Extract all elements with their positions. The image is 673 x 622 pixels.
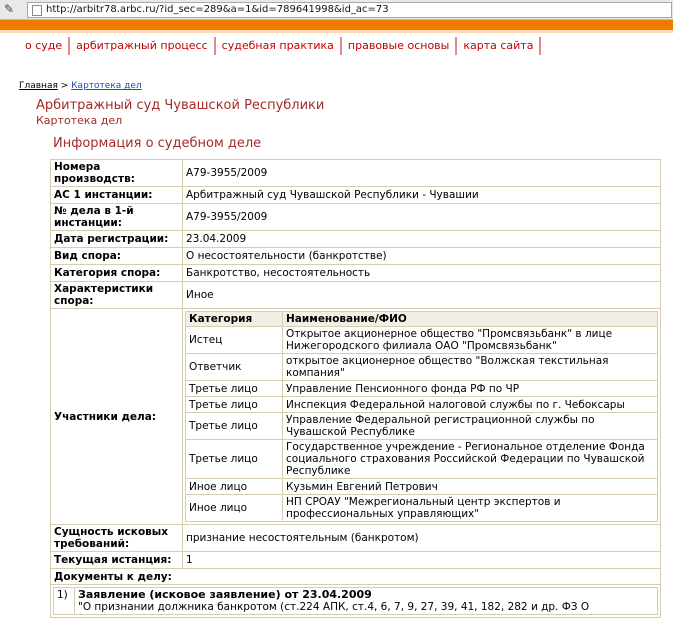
field-value: О несостоятельности (банкротстве) — [183, 248, 661, 265]
table-row — [51, 187, 661, 204]
table-row — [51, 525, 661, 552]
participant-row — [186, 495, 658, 522]
participant-name: Управление Пенсионного фонда РФ по ЧР — [283, 381, 658, 397]
table-row — [51, 309, 661, 525]
nav-about[interactable]: о суде — [0, 37, 70, 55]
field-label: Характеристики спора: — [51, 282, 183, 309]
field-value: Арбитражный суд Чувашской Республики - Чувашии — [183, 187, 661, 204]
breadcrumb — [19, 81, 142, 91]
field-label: Вид спора: — [51, 248, 183, 265]
participant-name: открытое акционерное общество "Волжская текстильная компания" — [283, 354, 658, 381]
participant-row — [186, 440, 658, 479]
instance-label: Текущая истанция: — [51, 552, 183, 569]
top-nav — [0, 37, 541, 55]
field-label: АС 1 инстанции: — [51, 187, 183, 204]
table-row — [51, 204, 661, 231]
header-strip-light — [0, 30, 673, 33]
participant-row — [186, 327, 658, 354]
participant-name: Управление Федеральной регистрационной службы по Чувашской Республике — [283, 413, 658, 440]
field-label: Категория спора: — [51, 265, 183, 282]
participant-name: Кузьмин Евгений Петрович — [283, 479, 658, 495]
field-label: Дата регистрации: — [51, 231, 183, 248]
nav-practice[interactable]: судебная практика — [216, 37, 342, 55]
participant-row — [186, 479, 658, 495]
table-row — [51, 265, 661, 282]
claims-value: признание несостоятельным (банкротом) — [183, 525, 661, 552]
table-row — [51, 248, 661, 265]
nav-sitemap[interactable]: карта сайта — [457, 37, 541, 55]
documents-cell — [51, 585, 661, 618]
participant-category: Ответчик — [186, 354, 283, 381]
table-row — [51, 552, 661, 569]
participant-row — [186, 397, 658, 413]
participant-category: Иное лицо — [186, 479, 283, 495]
participant-category: Третье лицо — [186, 413, 283, 440]
documents-table — [53, 587, 658, 615]
document-row — [51, 585, 661, 618]
table-row — [51, 231, 661, 248]
participants-cell — [183, 309, 661, 525]
document-text: "О признании должника банкротом (ст.224 АПК, ст.4, 6, 7, 9, 27, 39, 41, 182, 282 и др. ФЗ О — [78, 601, 590, 613]
participant-name: Государственное учреждение - Региональное отделение Фонда социального страхования Российской Федерации по Чувашской Республике — [283, 440, 658, 479]
field-value: А79-3955/2009 — [183, 160, 661, 187]
browser-address-bar — [0, 0, 673, 20]
field-label: Номера производств: — [51, 160, 183, 187]
document-body — [75, 588, 658, 615]
court-title: Арбитражный суд Чувашской Республики — [36, 98, 325, 113]
participants-header-row — [186, 312, 658, 327]
participant-row — [186, 413, 658, 440]
table-row — [51, 282, 661, 309]
documents-label: Документы к делу: — [51, 569, 661, 585]
participant-name: Инспекция Федеральной налоговой службы по г. Чебоксары — [283, 397, 658, 413]
breadcrumb-home[interactable]: Главная — [19, 81, 58, 91]
participants-label: Участники дела: — [51, 309, 183, 525]
field-value: 23.04.2009 — [183, 231, 661, 248]
field-value: Банкротство, несостоятельность — [183, 265, 661, 282]
document-item — [54, 588, 658, 615]
participants-table — [185, 311, 658, 522]
participant-category: Истец — [186, 327, 283, 354]
header-name: Наименование/ФИО — [283, 312, 658, 327]
participant-row — [186, 381, 658, 397]
document-number: 1) — [54, 588, 75, 615]
field-value: А79-3955/2009 — [183, 204, 661, 231]
nav-legal[interactable]: правовые основы — [342, 37, 457, 55]
participant-category: Третье лицо — [186, 440, 283, 479]
document-title[interactable]: Заявление (исковое заявление) от 23.04.2009 — [78, 588, 372, 601]
table-row — [51, 160, 661, 187]
url-text: http://arbitr78.arbc.ru/?id_sec=289&a=1&id=789641998&id_ac=73 — [46, 4, 389, 15]
participant-category: Третье лицо — [186, 381, 283, 397]
field-value: Иное — [183, 282, 661, 309]
case-info-table — [50, 159, 661, 618]
url-input[interactable] — [27, 2, 672, 18]
header-category: Категория — [186, 312, 283, 327]
info-title: Информация о судебном деле — [53, 136, 262, 151]
breadcrumb-current[interactable]: Картотека дел — [71, 81, 142, 91]
header-strip — [0, 20, 673, 30]
table-row — [51, 569, 661, 585]
edit-icon: ✎ — [4, 2, 15, 16]
nav-process[interactable]: арбитражный процесс — [70, 37, 215, 55]
claims-label: Сущность исковых требований: — [51, 525, 183, 552]
instance-value: 1 — [183, 552, 661, 569]
section-title: Картотека дел — [36, 114, 123, 127]
page-icon — [32, 5, 42, 16]
participant-name: Открытое акционерное общество "Промсвязьбанк" в лице Нижегородского филиала ОАО "Промсвязьбанк" — [283, 327, 658, 354]
participant-category: Третье лицо — [186, 397, 283, 413]
breadcrumb-separator: > — [60, 81, 69, 91]
participant-category: Иное лицо — [186, 495, 283, 522]
participant-row — [186, 354, 658, 381]
participant-name: НП СРОАУ "Межрегиональный центр экспертов и профессиональных управляющих" — [283, 495, 658, 522]
field-label: № дела в 1-й инстанции: — [51, 204, 183, 231]
